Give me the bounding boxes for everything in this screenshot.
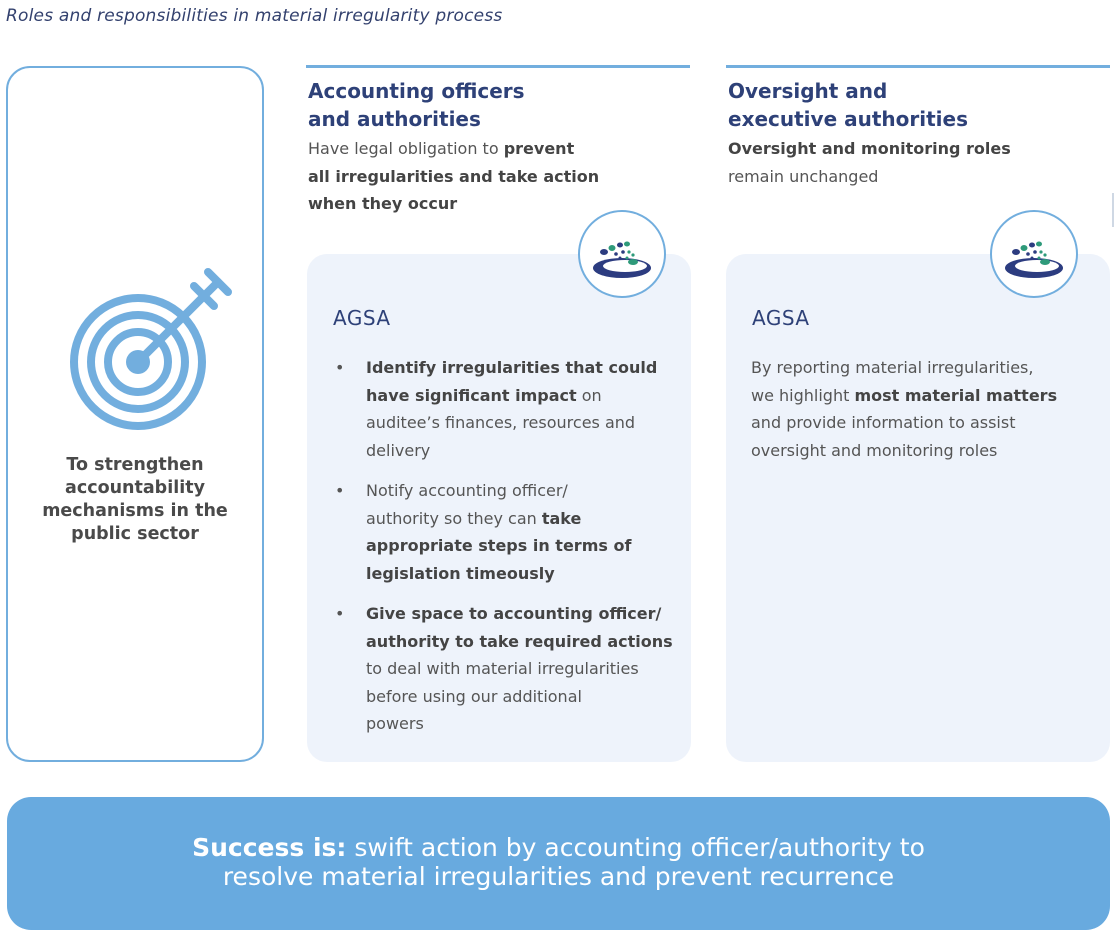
oversight-column [726,65,1110,190]
text-line [366,437,679,465]
text-run: auditee’s finances, resources and [366,413,636,432]
emphasis-text: have significant impact [366,385,577,405]
list-item [335,600,679,738]
text-line [366,655,679,683]
text-line [366,409,679,437]
text-line [366,477,679,505]
emphasis-text: most material matters [854,385,1058,405]
goal-panel [6,66,264,762]
text-line [751,382,1091,410]
emphasis-text: Oversight and monitoring roles [728,139,1011,158]
text-run: authority so they can [366,508,542,528]
column-divider [726,65,1110,68]
emphasis-text: all irregularities and take action [308,166,600,186]
text-line [751,354,1091,382]
emphasis-text: Identify irregularities that could [366,358,658,377]
text-run: Have legal obligation to [308,139,504,158]
column-description [726,135,1110,190]
goal-text [8,454,262,546]
emphasis-text: authority to take required actions [366,631,673,651]
text-line [366,382,679,410]
text-run: powers [366,714,424,733]
text-run: and provide information to assist [751,413,1016,432]
text-run: remain unchanged [728,166,879,186]
success-banner [7,797,1110,930]
emphasis-text: take [541,508,582,528]
column-divider [306,65,690,68]
text-run: Notify accounting officer/ [366,481,568,500]
bullet-text [366,354,679,464]
text-line [728,135,1110,163]
bullet-icon: • [335,358,345,377]
column-title [306,77,690,133]
agsa-card-oversight [726,254,1110,762]
agsa-logo-icon [590,222,654,286]
text-line [366,532,679,560]
agsa-card-accounting [307,254,691,762]
column-title-line: Accounting officers [308,79,525,103]
goal-text-line: mechanisms in the [42,501,228,521]
emphasis-text: Give space to accounting officer/ [366,604,662,623]
emphasis-text: legislation timeously [366,563,555,583]
emphasis-text: when they occur [308,194,458,213]
success-label: Success is: [192,833,347,862]
text-line [366,354,679,382]
text-line [751,409,1091,437]
goal-text-line: To strengthen [66,455,204,475]
success-line: resolve material irregularities and prevent recurrence [222,862,895,891]
bullet-icon: • [335,604,345,623]
text-run: By reporting material irregularities, [751,358,1034,377]
accounting-officers-column [306,65,690,218]
text-run: before using our additional [366,686,582,706]
text-line [366,683,679,711]
emphasis-text: prevent [503,139,575,158]
text-run: oversight and monitoring roles [751,440,998,460]
text-run: on [576,385,602,405]
bullet-text [366,600,679,738]
column-description [306,135,690,218]
page-heading: Roles and responsibilities in material irregularity process [6,6,503,26]
text-line [366,710,679,738]
text-line [366,628,679,656]
column-title-line: Oversight and [728,79,888,103]
bullet-icon: • [335,481,345,500]
text-run: we highlight [751,385,855,405]
text-line [751,437,1091,465]
target-arrow-icon [66,264,236,434]
text-line [366,600,679,628]
text-line [728,163,1110,191]
column-title-line: executive authorities [728,107,968,131]
column-title-line: and authorities [308,107,481,131]
card-title: AGSA [752,306,810,330]
list-item [335,477,679,587]
bullet-list [335,354,679,751]
text-run: delivery [366,440,431,460]
agsa-logo-icon [990,210,1078,298]
card-body [751,354,1091,464]
list-item [335,354,679,464]
text-line [366,505,679,533]
success-text: swift action by accounting officer/authority to [354,833,925,862]
goal-text-line: accountability [65,478,205,498]
goal-text-line: public sector [71,524,199,544]
success-line [7,833,1110,862]
card-title: AGSA [333,306,391,330]
text-line [308,135,690,163]
column-title [726,77,1110,133]
edge-divider [1112,193,1114,227]
agsa-logo-icon [578,210,666,298]
agsa-logo-icon [1002,222,1066,286]
text-line [366,560,679,588]
emphasis-text: appropriate steps in terms of [366,536,632,555]
text-run: to deal with material irregularities [366,659,639,678]
text-line [308,163,690,191]
bullet-text [366,477,679,587]
